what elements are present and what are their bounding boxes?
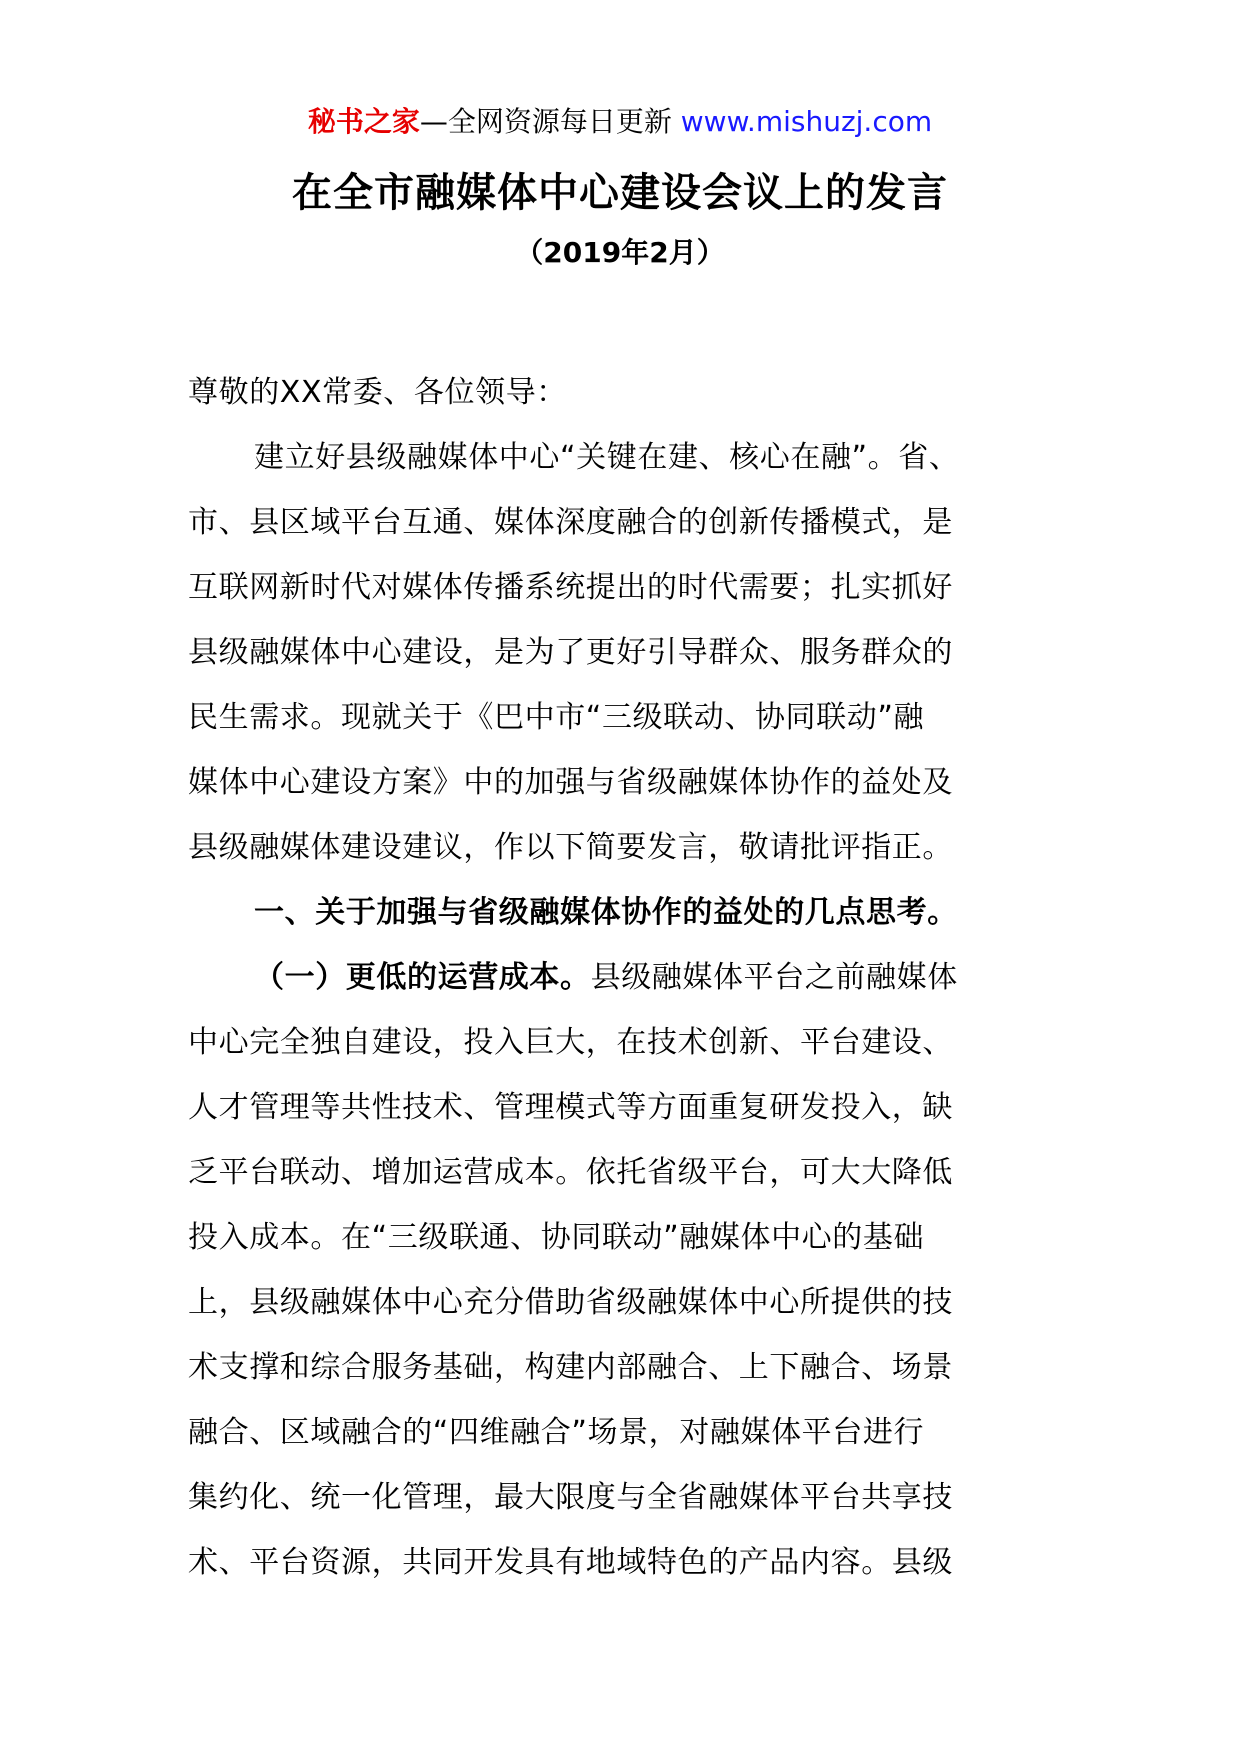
paragraph-line: 建立好县级融媒体中心“关键在建、核心在融”。省、 <box>254 440 960 475</box>
site-tagline: —全网资源每日更新 <box>419 105 681 138</box>
paragraph-line: 民生需求。现就关于《巴中市“三级联动、协同联动”融 <box>188 700 925 735</box>
paragraph-line: 县级融媒体建设建议，作以下简要发言，敬请批评指正。 <box>188 830 953 865</box>
paragraph-line: 人才管理等共性技术、管理模式等方面重复研发投入，缺 <box>188 1090 953 1125</box>
paragraph-text: 县级融媒体平台之前融媒体 <box>590 960 958 995</box>
salutation-line: 尊敬的XX常委、各位领导： <box>188 375 567 410</box>
paragraph-line: 集约化、统一化管理，最大限度与全省融媒体平台共享技 <box>188 1480 953 1515</box>
document-body <box>188 360 1058 1595</box>
document-date: （2019年2月） <box>515 236 725 269</box>
paragraph-line: 媒体中心建设方案》中的加强与省级融媒体协作的益处及 <box>188 765 953 800</box>
paragraph-line: 乏平台联动、增加运营成本。依托省级平台，可大大降低 <box>188 1155 953 1190</box>
site-header <box>0 102 1240 142</box>
paragraph-line: 互联网新时代对媒体传播系统提出的时代需要；扎实抓好 <box>188 570 953 605</box>
subsection-heading: （一）更低的运营成本。 <box>254 960 591 995</box>
document-title: 在全市融媒体中心建设会议上的发言 <box>292 170 948 216</box>
paragraph-line: 县级融媒体中心建设，是为了更好引导群众、服务群众的 <box>188 635 953 670</box>
paragraph-line: 投入成本。在“三级联通、协同联动”融媒体中心的基础 <box>188 1220 925 1255</box>
paragraph-line: 中心完全独自建设，投入巨大，在技术创新、平台建设、 <box>188 1025 953 1060</box>
site-url: www.mishuzj.com <box>680 105 933 138</box>
paragraph-line: 市、县区域平台互通、媒体深度融合的创新传播模式，是 <box>188 505 953 540</box>
paragraph-line: 术、平台资源，共同开发具有地域特色的产品内容。县级 <box>188 1545 953 1580</box>
paragraph-line: 上，县级融媒体中心充分借助省级融媒体中心所提供的技 <box>188 1285 953 1320</box>
paragraph-line: 术支撑和综合服务基础，构建内部融合、上下融合、场景 <box>188 1350 953 1385</box>
paragraph-line: 融合、区域融合的“四维融合”场景，对融媒体平台进行 <box>188 1415 925 1450</box>
section-heading: 一、关于加强与省级融媒体协作的益处的几点思考。 <box>254 895 958 930</box>
subsection-line <box>188 945 1058 1010</box>
site-brand: 秘书之家 <box>307 105 420 138</box>
